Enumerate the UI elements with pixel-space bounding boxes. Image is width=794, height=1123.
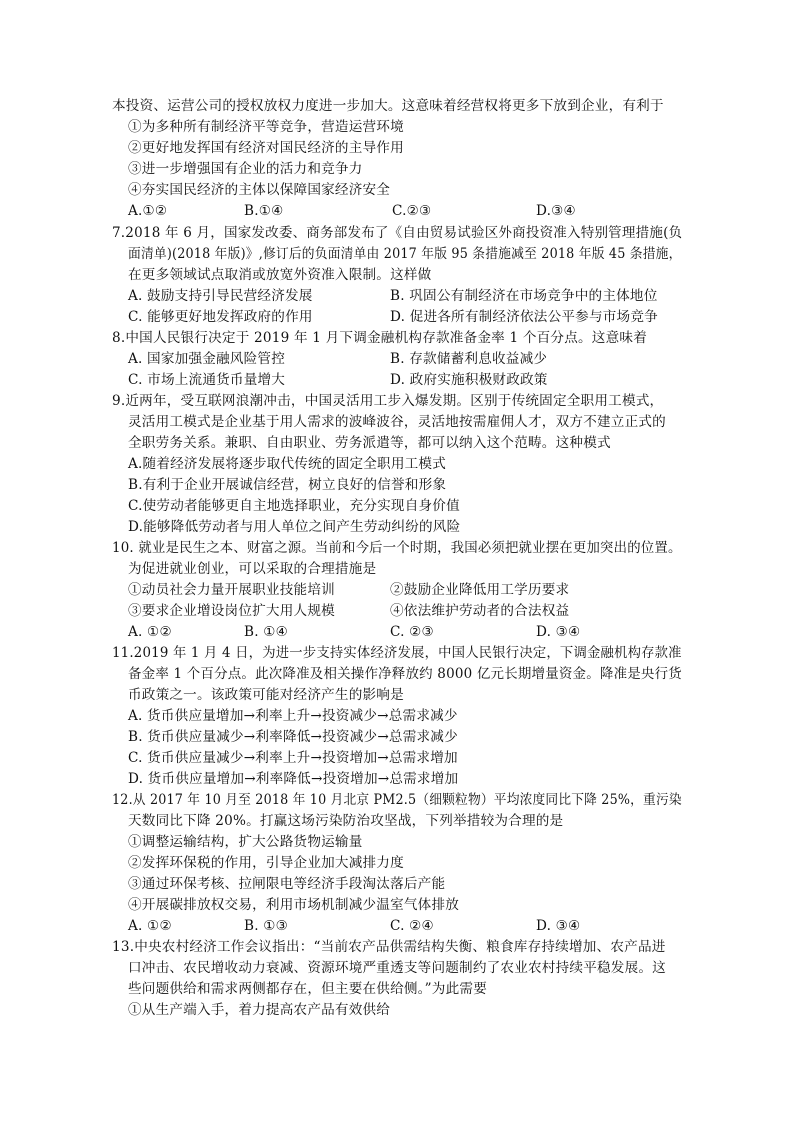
- q6-item-3: ③进一步增强国有企业的活力和竞争力: [128, 161, 363, 177]
- q12-option-d: D. ③④: [536, 918, 581, 934]
- q8-option-a: A. 国家加强金融风险管控: [128, 351, 285, 367]
- q10-option-c: C. ②③: [390, 624, 434, 640]
- q9-stem-line-3: 全职劳务关系。兼职、自由职业、劳务派遣等，都可以纳入这个范畴。这种模式: [128, 435, 611, 451]
- q13-item-1: ①从生产端入手，着力提高农产品有效供给: [128, 1002, 391, 1018]
- q7-option-c: C. 能够更好地发挥政府的作用: [128, 309, 313, 325]
- q10-option-a: A. ①②: [128, 624, 172, 640]
- q10-item-3: ③要求企业增设岗位扩大用人规模: [128, 603, 335, 619]
- q9-option-a: A.随着经济发展将逐步取代传统的固定全职用工模式: [128, 456, 446, 472]
- q8-option-c: C. 市场上流通货币量增大: [128, 372, 286, 388]
- q11-option-d: D. 货币供应量增加→利率降低→投资增加→总需求增加: [128, 771, 459, 787]
- q9-option-b: B.有利于企业开展诚信经营，树立良好的信誉和形象: [128, 477, 447, 493]
- q10-item-1: ①动员社会力量开展职业技能培训: [128, 582, 335, 598]
- q11-stem-line-1: 11.2019 年 1 月 4 日，为进一步支持实体经济发展，中国人民银行决定，下调金融机构存款准: [112, 645, 682, 661]
- q9-stem-line-1: 9.近两年，受互联网浪潮冲击，中国灵活用工步入爆发期。区别于传统固定全职用工模式，: [112, 393, 664, 409]
- q6-option-b: B.①④: [244, 203, 284, 219]
- q11-option-a: A. 货币供应量增加→利率上升→投资减少→总需求减少: [128, 708, 458, 724]
- q6-option-d: D.③④: [536, 203, 576, 219]
- q6-option-a: A.①②: [128, 203, 168, 219]
- q6-option-c: C.②③: [392, 203, 432, 219]
- q11-stem-line-2: 备金率 1 个百分点。此次降准及相关操作净释放约 8000 亿元长期增量资金。降准是央行货: [128, 666, 682, 682]
- q8-option-b: B. 存款储蓄利息收益减少: [390, 351, 548, 367]
- q6-item-1: ①为多种所有制经济平等竞争，营造运营环境: [128, 119, 404, 135]
- q9-option-c: C.使劳动者能够更自主地选择职业，充分实现自身价值: [128, 498, 460, 514]
- q12-option-b: B. ①③: [244, 918, 289, 934]
- q12-stem-line-1: 12.从 2017 年 10 月至 2018 年 10 月北京 PM2.5（细颗粒物）平均浓度同比下降 25%，重污染: [112, 792, 682, 808]
- q7-option-b: B. 巩固公有制经济在市场竞争中的主体地位: [390, 288, 658, 304]
- q9-option-d: D.能够降低劳动者与用人单位之间产生劳动纠纷的风险: [128, 519, 461, 535]
- q12-option-a: A. ①②: [128, 918, 172, 934]
- q9-stem-line-2: 灵活用工模式是企业基于用人需求的波峰波谷，灵活地按需雇佣人才，双方不建立正式的: [128, 414, 666, 430]
- q12-stem-line-2: 天数同比下降 20%。打赢这场污染防治攻坚战，下列举措较为合理的是: [128, 813, 564, 829]
- q12-item-3: ③通过环保考核、拉闸限电等经济手段淘汰落后产能: [128, 876, 446, 892]
- q8-option-d: D. 政府实施积极财政政策: [390, 372, 548, 388]
- q10-stem-line-1: 10. 就业是民生之本、财富之源。当前和今后一个时期，我国必须把就业摆在更加突出的位置。: [112, 540, 682, 556]
- q6-stem: 本投资、运营公司的授权放权力度进一步加大。这意味着经营权将更多下放到企业，有利于: [112, 98, 664, 114]
- q10-item-4: ④依法维护劳动者的合法权益: [390, 603, 570, 619]
- q6-item-4: ④夯实国民经济的主体以保障国家经济安全: [128, 182, 391, 198]
- q13-stem-line-1: 13.中央农村经济工作会议指出：“当前农产品供需结构失衡、粮食库存持续增加、农产品进: [112, 939, 666, 955]
- q13-stem-line-2: 口冲击、农民增收动力衰减、资源环境严重透支等问题制约了农业农村持续平稳发展。这: [128, 960, 666, 976]
- q11-option-c: C. 货币供应量减少→利率上升→投资增加→总需求增加: [128, 750, 458, 766]
- q8-stem: 8.中国人民银行决定于 2019 年 1 月下调金融机构存款准备金率 1 个百分点。这意味着: [112, 330, 647, 346]
- q10-option-b: B. ①④: [244, 624, 289, 640]
- q10-item-2: ②鼓励企业降低用工学历要求: [390, 582, 570, 598]
- q11-stem-line-3: 币政策之一。该政策可能对经济产生的影响是: [128, 687, 404, 703]
- q7-stem-line-2: 面清单)(2018 年版)》,修订后的负面清单由 2017 年版 95 条措施减至 2018 年版 45 条措施，: [128, 246, 682, 262]
- q12-item-1: ①调整运输结构，扩大公路货物运输量: [128, 834, 363, 850]
- q6-item-2: ②更好地发挥国有经济对国民经济的主导作用: [128, 140, 404, 156]
- q7-stem-line-1: 7.2018 年 6 月，国家发改委、商务部发布了《自由贸易试验区外商投资准入特别管理措施(负: [112, 225, 683, 241]
- q7-option-a: A. 鼓励支持引导民营经济发展: [128, 288, 313, 304]
- q10-option-d: D. ③④: [536, 624, 581, 640]
- q12-item-4: ④开展碳排放权交易，利用市场机制减少温室气体排放: [128, 897, 460, 913]
- q7-stem-line-3: 在更多领域试点取消或放宽外资准入限制。这样做: [128, 267, 432, 283]
- q10-stem-line-2: 为促进就业创业，可以采取的合理措施是: [128, 561, 377, 577]
- q12-option-c: C. ②④: [390, 918, 434, 934]
- q7-option-d: D. 促进各所有制经济依法公平参与市场竞争: [390, 309, 658, 325]
- q11-option-b: B. 货币供应量减少→利率降低→投资减少→总需求减少: [128, 729, 458, 745]
- q13-stem-line-3: 些问题供给和需求两侧都存在，但主要在供给侧。”为此需要: [128, 981, 487, 997]
- q12-item-2: ②发挥环保税的作用，引导企业加大减排力度: [128, 855, 404, 871]
